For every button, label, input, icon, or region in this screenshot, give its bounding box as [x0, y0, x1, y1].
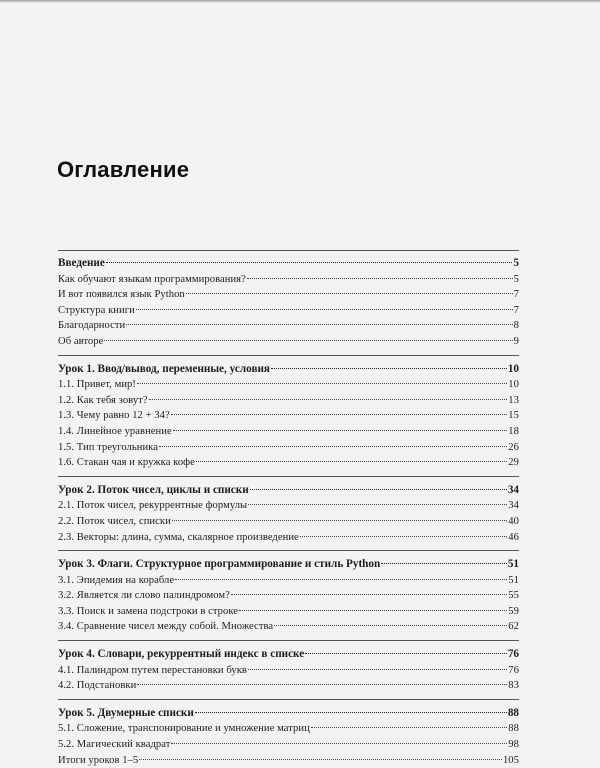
dot-leader — [175, 579, 507, 580]
toc-entry — [58, 604, 519, 620]
toc-entry-page-number: 34 — [508, 500, 519, 512]
toc-heading-label: Урок 1. Ввод/вывод, переменные, условия — [58, 362, 270, 375]
toc-entry-page-number: 40 — [508, 515, 519, 527]
toc-entry-page-number: 8 — [513, 320, 519, 332]
toc-entry-page-number: 7 — [513, 304, 519, 316]
dot-leader — [305, 653, 507, 654]
dot-leader — [149, 399, 508, 400]
toc-entry — [58, 272, 519, 288]
page-title: Оглавление — [57, 157, 190, 182]
toc-section — [58, 355, 519, 471]
toc-entry — [58, 318, 519, 334]
toc-entry — [58, 753, 519, 768]
toc-entry-page-number: 5 — [513, 273, 519, 285]
dot-leader — [300, 536, 507, 537]
dot-leader — [137, 383, 507, 384]
toc-entry-page-number: 7 — [513, 289, 519, 301]
dot-leader — [311, 727, 507, 728]
toc-entry-label: 4.2. Подстановки — [58, 680, 137, 692]
dot-leader — [172, 520, 507, 521]
toc-heading-page-number: 5 — [513, 257, 519, 269]
dot-leader — [196, 461, 507, 462]
toc-heading-label: Урок 2. Поток чисел, циклы и списки — [58, 483, 249, 496]
dot-leader — [139, 759, 502, 760]
toc-section — [58, 699, 519, 768]
toc-heading — [58, 706, 519, 722]
toc-entry — [58, 588, 519, 604]
toc-entry — [58, 424, 519, 440]
dot-leader — [171, 743, 507, 744]
toc-section — [58, 550, 519, 635]
toc-entry-label: 3.2. Является ли слово палиндромом? — [58, 590, 230, 602]
toc-entry-label: 2.1. Поток чисел, рекуррентные формулы — [58, 500, 248, 512]
toc-entry-label: 1.1. Привет, мир! — [58, 379, 136, 391]
toc-entry-label: 5.2. Магический квадрат — [58, 739, 171, 751]
toc-entry — [58, 663, 519, 679]
toc-entry-label: 2.3. Векторы: длина, сумма, скалярное произведение — [58, 531, 299, 543]
toc-entry-page-number: 83 — [508, 680, 519, 692]
dot-leader — [186, 293, 513, 294]
dot-leader — [247, 278, 513, 279]
dot-leader — [104, 340, 512, 341]
dot-leader — [173, 430, 508, 431]
dot-leader — [231, 594, 507, 595]
top-edge-shadow — [0, 0, 600, 3]
table-of-contents — [58, 250, 519, 768]
toc-heading — [58, 483, 519, 499]
toc-entry-page-number: 46 — [508, 531, 519, 543]
dot-leader — [381, 563, 507, 564]
dot-leader — [126, 324, 512, 325]
dot-leader — [106, 262, 513, 263]
toc-entry-page-number: 62 — [508, 621, 519, 633]
toc-entry-label: 1.3. Чему равно 12 + 34? — [58, 410, 170, 422]
toc-entry-label: Структура книги — [58, 304, 135, 316]
toc-heading-page-number: 88 — [507, 706, 519, 719]
toc-entry-page-number: 29 — [508, 457, 519, 469]
toc-entry — [58, 530, 519, 546]
toc-entry-page-number: 55 — [508, 590, 519, 602]
toc-entry — [58, 440, 519, 456]
toc-entry-page-number: 51 — [508, 574, 519, 586]
toc-entry-page-number: 26 — [508, 441, 519, 453]
toc-entry-page-number: 13 — [508, 394, 519, 406]
toc-entry — [58, 334, 519, 350]
toc-entry — [58, 455, 519, 471]
toc-entry — [58, 393, 519, 409]
toc-entry — [58, 619, 519, 635]
toc-entry-page-number: 15 — [508, 410, 519, 422]
toc-heading-label: Урок 4. Словари, рекуррентный индекс в списке — [58, 648, 305, 661]
toc-section — [58, 476, 519, 545]
toc-heading-page-number: 51 — [507, 558, 519, 571]
toc-entry-label: 1.6. Стакан чая и кружка кофе — [58, 457, 195, 469]
toc-heading — [58, 647, 519, 663]
toc-heading — [58, 362, 519, 378]
toc-entry — [58, 573, 519, 589]
toc-entry-label: 1.2. Как тебя зовут? — [58, 394, 148, 406]
toc-entry-label: 1.5. Тип треугольника — [58, 441, 158, 453]
toc-section — [58, 250, 519, 350]
toc-entry — [58, 498, 519, 514]
dot-leader — [250, 489, 507, 490]
dot-leader — [171, 414, 508, 415]
toc-heading-page-number: 10 — [507, 362, 519, 375]
toc-section — [58, 640, 519, 694]
toc-entry — [58, 721, 519, 737]
toc-entry-page-number: 59 — [508, 605, 519, 617]
dot-leader — [136, 309, 513, 310]
toc-entry-label: Итоги уроков 1–5 — [58, 754, 139, 766]
dot-leader — [274, 625, 507, 626]
toc-entry-label: 3.4. Сравнение чисел между собой. Множества — [58, 621, 274, 633]
toc-heading-page-number: 76 — [507, 648, 519, 661]
toc-entry-page-number: 18 — [508, 425, 519, 437]
toc-entry-page-number: 98 — [508, 739, 519, 751]
dot-leader — [159, 446, 507, 447]
toc-entry — [58, 377, 519, 393]
toc-entry — [58, 678, 519, 694]
toc-entry — [58, 287, 519, 303]
toc-entry-page-number: 9 — [513, 335, 519, 347]
toc-entry-label: 3.3. Поиск и замена подстроки в строке — [58, 605, 239, 617]
toc-heading — [58, 256, 519, 272]
toc-entry-page-number: 10 — [508, 379, 519, 391]
toc-entry — [58, 514, 519, 530]
dot-leader — [248, 669, 507, 670]
dot-leader — [271, 368, 507, 369]
toc-entry — [58, 303, 519, 319]
toc-heading-label: Введение — [58, 257, 105, 269]
toc-entry — [58, 737, 519, 753]
toc-entry-label: Благодарности — [58, 320, 126, 332]
toc-entry-label: 2.2. Поток чисел, списки — [58, 515, 171, 527]
dot-leader — [137, 684, 507, 685]
toc-entry-label: 5.1. Сложение, транспонирование и умножение матриц — [58, 723, 310, 735]
toc-entry-label: Как обучают языкам программирования? — [58, 273, 246, 285]
toc-heading — [58, 557, 519, 573]
dot-leader — [239, 610, 507, 611]
toc-entry-label: 3.1. Эпидемия на корабле — [58, 574, 175, 586]
dot-leader — [248, 504, 507, 505]
toc-heading-label: Урок 3. Флаги. Структурное программирование и стиль Python — [58, 558, 381, 571]
toc-entry — [58, 408, 519, 424]
toc-entry-label: 1.4. Линейное уравнение — [58, 425, 172, 437]
dot-leader — [195, 712, 507, 713]
toc-entry-page-number: 88 — [508, 723, 519, 735]
toc-entry-label: Об авторе — [58, 335, 104, 347]
toc-entry-page-number: 105 — [502, 754, 519, 766]
toc-entry-page-number: 76 — [508, 664, 519, 676]
toc-heading-label: Урок 5. Двумерные списки — [58, 706, 194, 719]
toc-entry-label: 4.1. Палиндром путем перестановки букв — [58, 664, 247, 676]
toc-entry-label: И вот появился язык Python — [58, 289, 185, 301]
toc-heading-page-number: 34 — [507, 483, 519, 496]
